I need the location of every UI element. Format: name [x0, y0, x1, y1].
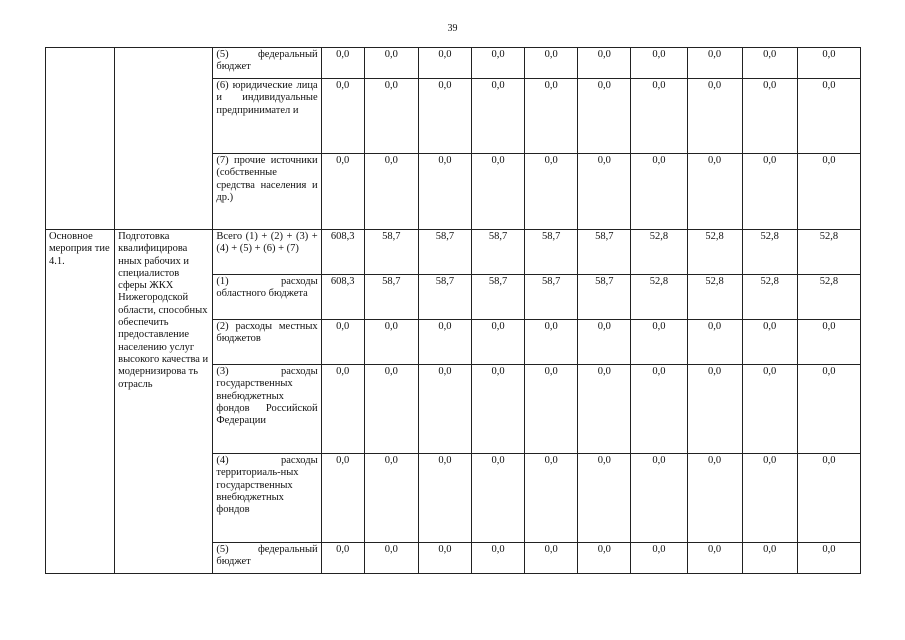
- value-cell: 0,0: [472, 48, 525, 79]
- value-cell: 0,0: [742, 454, 797, 543]
- description-cell-empty: [115, 48, 213, 230]
- value-cell: 52,8: [687, 230, 742, 275]
- value-cell: 0,0: [525, 543, 578, 574]
- value-cell: 0,0: [364, 365, 418, 454]
- value-cell: 0,0: [525, 454, 578, 543]
- value-cell: 0,0: [742, 48, 797, 79]
- value-cell: 0,0: [742, 154, 797, 230]
- value-cell: 0,0: [631, 454, 687, 543]
- value-cell: 0,0: [631, 79, 687, 154]
- source-label: (5) федеральный бюджет: [213, 48, 321, 79]
- value-cell: 0,0: [687, 365, 742, 454]
- value-cell: 52,8: [797, 275, 860, 320]
- table-row: [46, 230, 861, 275]
- value-cell: 0,0: [472, 320, 525, 365]
- value-cell: 0,0: [797, 543, 860, 574]
- value-cell: 0,0: [418, 320, 471, 365]
- source-label: (4) расходы территориаль-ных государственных внебюджетных фондов: [213, 454, 321, 543]
- value-cell: 52,8: [631, 230, 687, 275]
- value-cell: 0,0: [687, 320, 742, 365]
- budget-table: [45, 47, 861, 574]
- value-cell: 0,0: [525, 365, 578, 454]
- value-cell: 608,3: [321, 230, 364, 275]
- measure-name: Основное мероприя тие 4.1.: [46, 230, 115, 574]
- value-cell: 58,7: [418, 230, 471, 275]
- value-cell: 0,0: [321, 79, 364, 154]
- value-cell: 52,8: [742, 275, 797, 320]
- value-cell: 0,0: [472, 154, 525, 230]
- value-cell: 0,0: [418, 79, 471, 154]
- value-cell: 0,0: [418, 48, 471, 79]
- value-cell: 0,0: [797, 79, 860, 154]
- value-cell: 58,7: [525, 275, 578, 320]
- value-cell: 0,0: [687, 154, 742, 230]
- value-cell: 0,0: [631, 154, 687, 230]
- value-cell: 0,0: [687, 48, 742, 79]
- value-cell: 58,7: [418, 275, 471, 320]
- value-cell: 0,0: [797, 454, 860, 543]
- value-cell: 0,0: [472, 454, 525, 543]
- table-row: [46, 48, 861, 79]
- value-cell: 0,0: [631, 543, 687, 574]
- value-cell: 0,0: [418, 543, 471, 574]
- source-label: (2) расходы местных бюджетов: [213, 320, 321, 365]
- value-cell: 58,7: [525, 230, 578, 275]
- value-cell: 0,0: [321, 365, 364, 454]
- value-cell: 0,0: [631, 48, 687, 79]
- value-cell: 0,0: [631, 320, 687, 365]
- value-cell: 58,7: [364, 230, 418, 275]
- value-cell: 58,7: [472, 230, 525, 275]
- value-cell: 0,0: [525, 320, 578, 365]
- value-cell: 0,0: [364, 79, 418, 154]
- value-cell: 0,0: [525, 154, 578, 230]
- value-cell: 0,0: [578, 365, 631, 454]
- source-label: (7) прочие источники (собственные средства населения и др.): [213, 154, 321, 230]
- source-label: (1) расходы областного бюджета: [213, 275, 321, 320]
- value-cell: 0,0: [797, 48, 860, 79]
- value-cell: 0,0: [321, 320, 364, 365]
- value-cell: 0,0: [418, 454, 471, 543]
- value-cell: 0,0: [525, 79, 578, 154]
- value-cell: 608,3: [321, 275, 364, 320]
- value-cell: 0,0: [364, 320, 418, 365]
- value-cell: 58,7: [578, 230, 631, 275]
- value-cell: 52,8: [742, 230, 797, 275]
- value-cell: 0,0: [525, 48, 578, 79]
- measure-cell-empty: [46, 48, 115, 230]
- source-label: (6) юридические лица и индивидуальные предпринимател и: [213, 79, 321, 154]
- value-cell: 0,0: [418, 154, 471, 230]
- value-cell: 0,0: [797, 320, 860, 365]
- value-cell: 0,0: [687, 79, 742, 154]
- value-cell: 0,0: [364, 48, 418, 79]
- value-cell: 0,0: [631, 365, 687, 454]
- value-cell: 58,7: [472, 275, 525, 320]
- value-cell: 0,0: [321, 543, 364, 574]
- value-cell: 0,0: [364, 543, 418, 574]
- value-cell: 0,0: [797, 365, 860, 454]
- value-cell: 0,0: [742, 320, 797, 365]
- value-cell: 0,0: [472, 543, 525, 574]
- measure-description: Подготовка квалифицирова нных рабочих и специалистов сферы ЖКХ Нижегородской области, способных обеспечить предоставление населению услуг высокого качества и модернизирова ть отрасль: [115, 230, 213, 574]
- value-cell: 0,0: [578, 154, 631, 230]
- value-cell: 0,0: [321, 454, 364, 543]
- value-cell: 0,0: [364, 154, 418, 230]
- value-cell: 0,0: [687, 543, 742, 574]
- value-cell: 0,0: [578, 79, 631, 154]
- value-cell: 0,0: [742, 365, 797, 454]
- value-cell: 0,0: [797, 154, 860, 230]
- value-cell: 0,0: [742, 79, 797, 154]
- source-label: (5) федеральный бюджет: [213, 543, 321, 574]
- value-cell: 58,7: [364, 275, 418, 320]
- source-label: (3) расходы государственных внебюджетных фондов Российской Федерации: [213, 365, 321, 454]
- value-cell: 0,0: [578, 543, 631, 574]
- value-cell: 0,0: [578, 454, 631, 543]
- value-cell: 52,8: [687, 275, 742, 320]
- value-cell: 0,0: [472, 365, 525, 454]
- value-cell: 0,0: [321, 48, 364, 79]
- value-cell: 52,8: [797, 230, 860, 275]
- value-cell: 0,0: [742, 543, 797, 574]
- page-number: 39: [447, 23, 458, 34]
- value-cell: 52,8: [631, 275, 687, 320]
- value-cell: 0,0: [472, 79, 525, 154]
- value-cell: 58,7: [578, 275, 631, 320]
- value-cell: 0,0: [578, 320, 631, 365]
- value-cell: 0,0: [687, 454, 742, 543]
- value-cell: 0,0: [578, 48, 631, 79]
- value-cell: 0,0: [364, 454, 418, 543]
- source-label: Всего (1) + (2) + (3) + (4) + (5) + (6) + (7): [213, 230, 321, 275]
- value-cell: 0,0: [321, 154, 364, 230]
- value-cell: 0,0: [418, 365, 471, 454]
